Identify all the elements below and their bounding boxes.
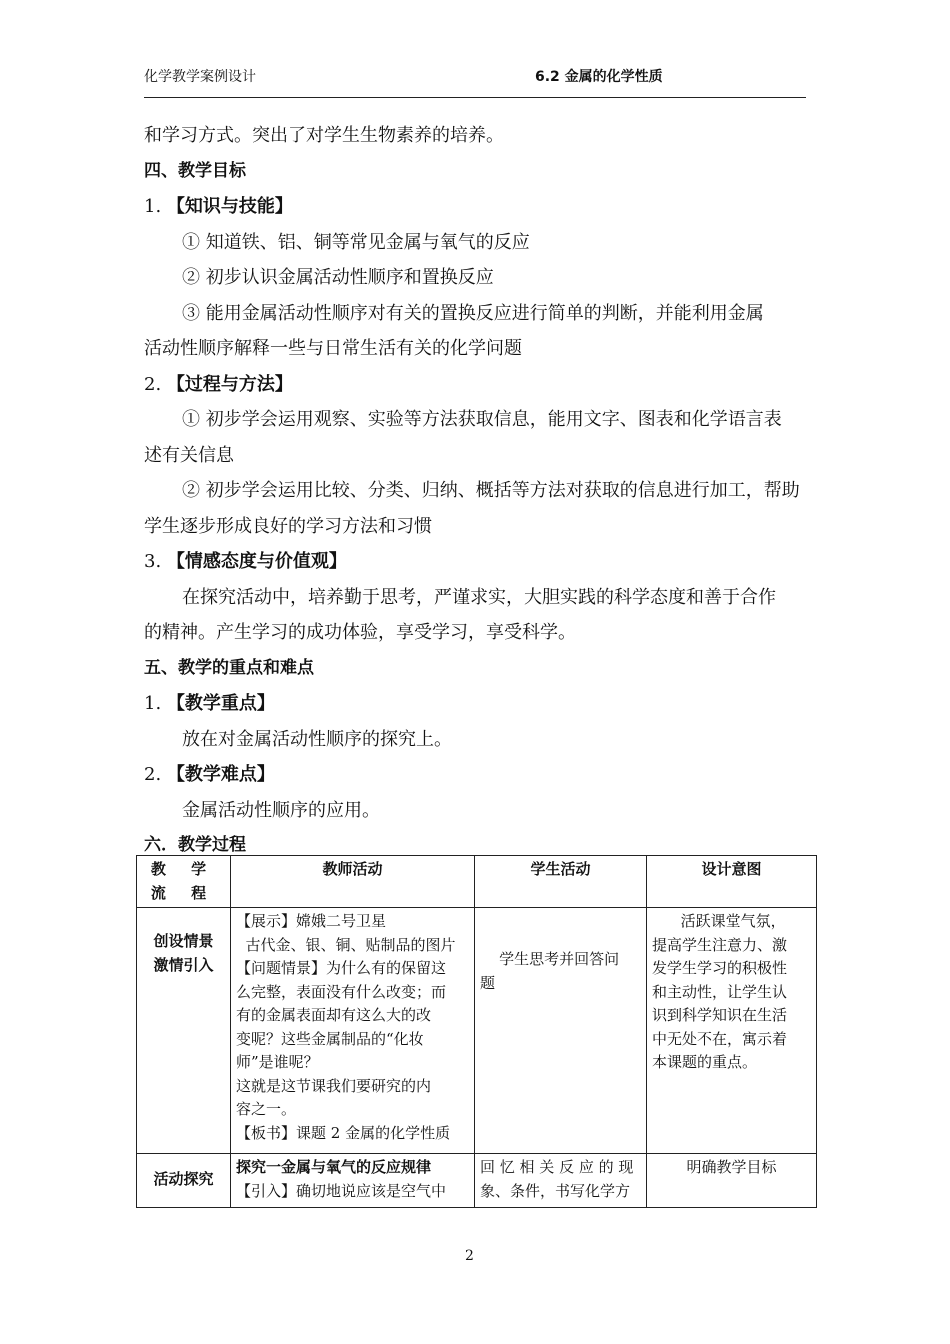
student-activity-cell (475, 1154, 647, 1208)
subheading-number: 3. (144, 551, 162, 572)
cell-line: 【引入】确切地说应该是空气中 (236, 1181, 447, 1200)
paragraph-line: 和学习方式。突出了对学生生物素养的培养。 (144, 125, 504, 146)
teacher-activity-cell (231, 1154, 475, 1208)
section-heading-4: 四、教学目标 (144, 160, 246, 181)
cell-line: 么完整，表面没有什么改变；而 (236, 982, 447, 1001)
stage-line: 活动探究 (153, 1170, 214, 1188)
subheading-knowledge (144, 189, 808, 225)
paragraph-line: 放在对金属活动性顺序的探究上。 (182, 728, 452, 750)
design-intent-cell (647, 908, 817, 1154)
subheading-number: 1. (144, 693, 162, 714)
subheading-title: 【知识与技能】 (166, 196, 293, 217)
subheading-number: 2. (144, 373, 162, 395)
cell-line: 容之一。 (236, 1100, 297, 1118)
stage-cell (137, 908, 231, 1154)
design-intent-cell (647, 1154, 817, 1208)
cell-line: 象、条件，书写化学方 (480, 1181, 631, 1200)
paragraph-line: ③ 能用金属活动性顺序对有关的置换反应进行简单的判断，并能利用金属 (182, 302, 764, 324)
cell-line: 中无处不在，寓示着 (652, 1029, 788, 1048)
paragraph-line: 的精神。产生学习的成功体验，享受学习，享受科学。 (144, 622, 576, 643)
header-flow-line: 流 程 (150, 883, 217, 902)
paragraph-line: 学生逐步形成良好的学习方法和习惯 (144, 515, 432, 537)
cell-line: 【问题情景】为什么有的保留这 (236, 959, 447, 977)
page-number: 2 (465, 1248, 474, 1264)
cell-line: 提高学生注意力、激 (652, 935, 788, 954)
paragraph-line: 述有关信息 (144, 444, 234, 466)
cell-line: 明确教学目标 (686, 1158, 777, 1176)
section-heading-6: 六．教学过程 (144, 835, 246, 855)
subheading-difficult-point (144, 757, 808, 793)
subheading-title: 【教学难点】 (166, 764, 275, 785)
header-teacher: 教师活动 (231, 856, 475, 908)
cell-line: 发学生学习的积极性 (652, 959, 788, 977)
header-left-title: 化学教学案例设计 (144, 69, 256, 85)
subheading-title: 【教学重点】 (166, 693, 275, 714)
subheading-number: 2. (144, 764, 162, 785)
subheading-emotion (144, 544, 808, 580)
cell-line: 题 (480, 973, 496, 992)
cell-line: 有的金属表面却有这么大的改 (236, 1006, 432, 1024)
cell-line: 【板书】课题 2 金属的化学性质 (236, 1123, 451, 1142)
table-row (137, 1154, 817, 1208)
table-row (137, 908, 817, 1154)
paragraph-line: ② 初步认识金属活动性顺序和置换反应 (182, 267, 494, 288)
cell-line: 识到科学知识在生活 (652, 1006, 788, 1024)
stage-line: 激情引入 (153, 955, 214, 974)
header-rule (144, 97, 806, 98)
section-heading-5: 五、教学的重点和难点 (144, 657, 314, 678)
paragraph-line: ① 初步学会运用观察、实验等方法获取信息，能用文字、图表和化学语言表 (182, 409, 782, 430)
paragraph-line: ① 知道铁、铝、铜等常见金属与氧气的反应 (182, 231, 530, 253)
paragraph-line: 金属活动性顺序的应用。 (182, 799, 380, 821)
cell-line: 这就是这节课我们要研究的内 (236, 1076, 432, 1095)
cell-line: 回 忆 相 关 反 应 的 现 (480, 1158, 634, 1176)
header-student: 学生活动 (475, 856, 647, 908)
stage-cell (137, 1154, 231, 1208)
teacher-activity-cell (231, 908, 475, 1154)
subheading-title: 【情感态度与价值观】 (166, 551, 347, 572)
cell-line: 古代金、银、铜、贴制品的图片 (236, 935, 456, 954)
student-activity-cell (475, 908, 647, 1154)
teaching-process-table (136, 855, 817, 1208)
subheading-process (144, 367, 808, 403)
cell-line: 学生思考并回答问 (480, 950, 620, 968)
subheading-number: 1. (144, 196, 162, 217)
header-flow (137, 856, 231, 908)
document-body (144, 118, 808, 828)
cell-line: 变呢？这些金属制品的“化妆 (236, 1029, 424, 1048)
cell-line: 【展示】嫦娥二号卫星 (236, 912, 387, 930)
paragraph-line: 在探究活动中，培养勤于思考，严谨求实，大胆实践的科学态度和善于合作 (182, 586, 776, 608)
cell-line: 本课题的重点。 (652, 1053, 758, 1071)
subheading-key-point (144, 686, 808, 722)
header-intent: 设计意图 (647, 856, 817, 908)
paragraph-line: 活动性顺序解释一些与日常生活有关的化学问题 (144, 338, 522, 359)
table-header-row (137, 856, 817, 908)
stage-line: 创设情景 (153, 932, 214, 950)
header-flow-line: 教 学 (150, 860, 217, 878)
cell-line: 师”是谁呢？ (236, 1053, 319, 1071)
subheading-title: 【过程与方法】 (166, 373, 293, 395)
cell-line: 探究一金属与氧气的反应规律 (236, 1158, 432, 1176)
cell-line: 活跃课堂气氛， (652, 912, 786, 930)
cell-line: 和主动性，让学生认 (652, 982, 788, 1001)
header-right-title: 6.2 金属的化学性质 (535, 69, 663, 85)
paragraph-line: ② 初步学会运用比较、分类、归纳、概括等方法对获取的信息进行加工，帮助 (182, 480, 800, 501)
